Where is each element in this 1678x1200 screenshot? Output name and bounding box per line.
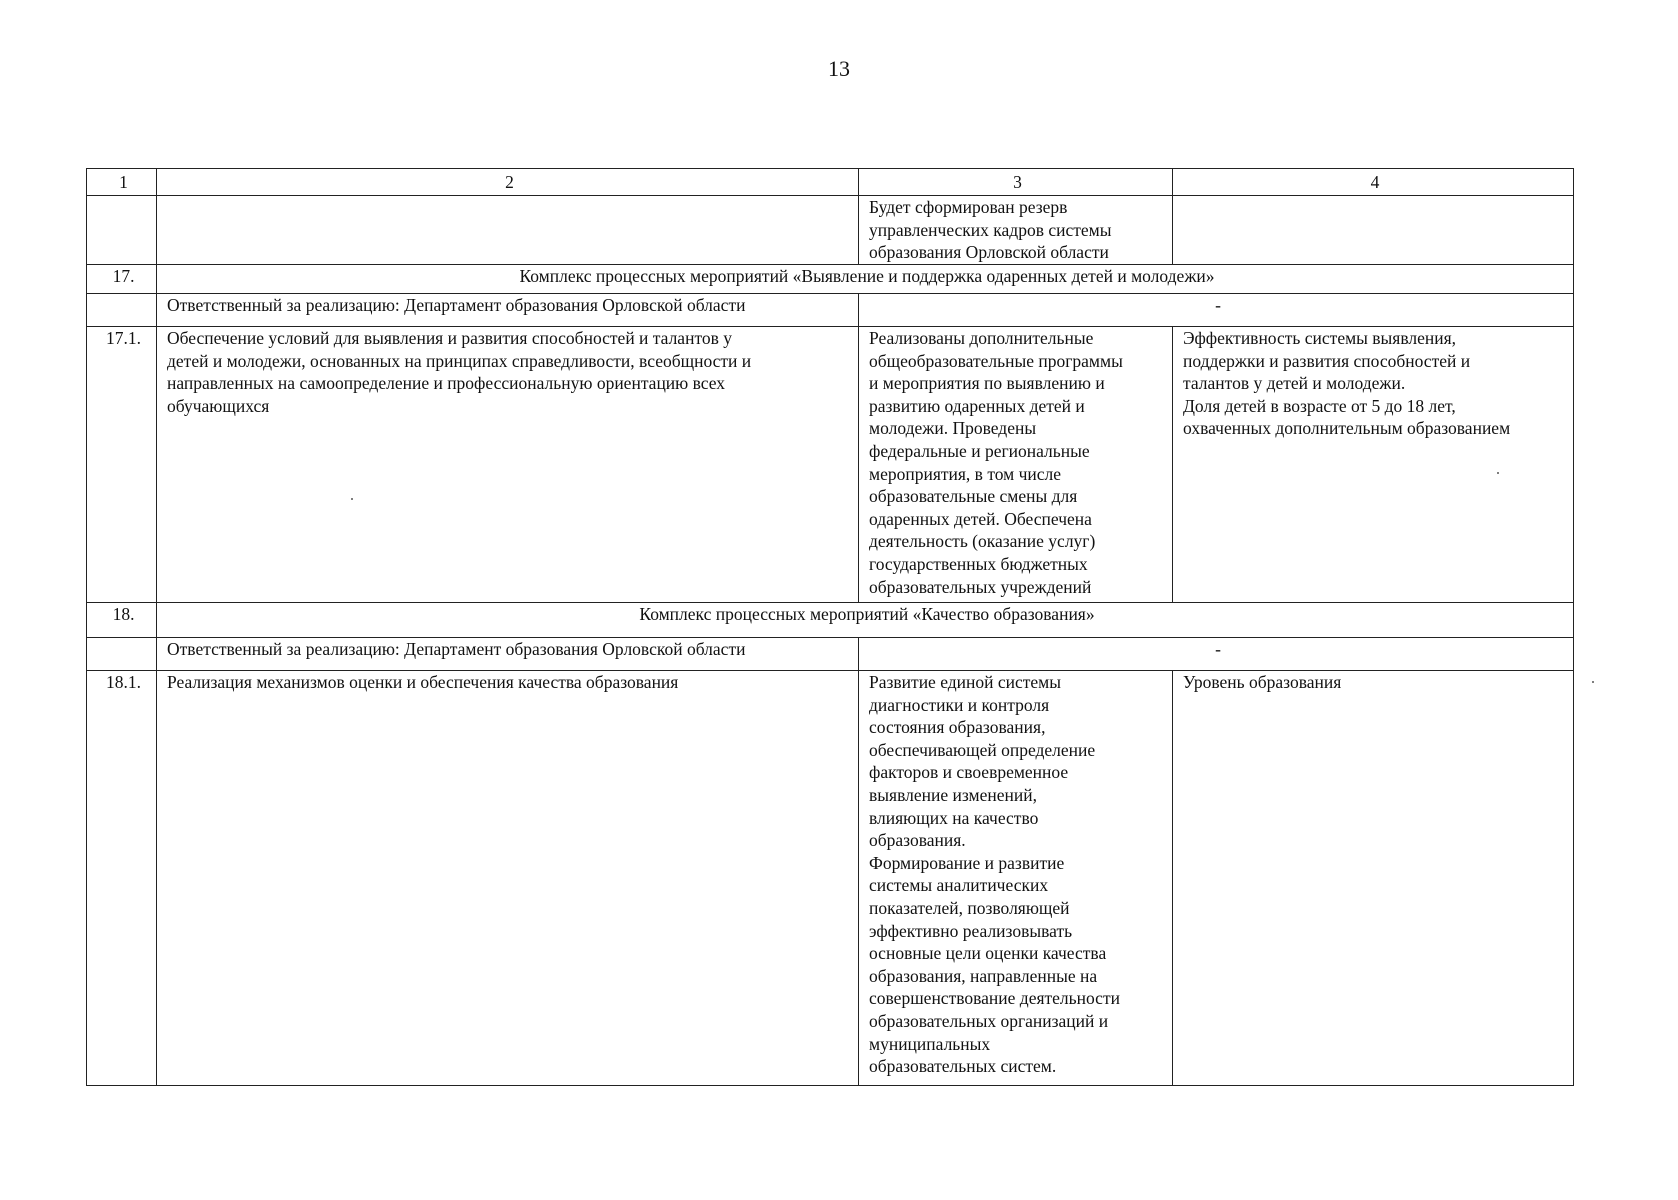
section-row-17 bbox=[87, 265, 1574, 294]
table-row-18-1 bbox=[87, 671, 1574, 1086]
result-cell: Развитие единой системы диагностики и контроля состояния образования, обеспечивающей определение факторов и своевременное выявление изменений, влияющих на качество образования. Формирование и развитие системы аналитических показателей, позволяющей эффективно реализовывать основные цели оценки качества образования, направленные на совершенствование деятельности образовательных организаций и муниципальных образовательных систем. bbox=[859, 671, 1173, 1086]
page-number: 13 bbox=[828, 56, 850, 81]
result-cell: Будет сформирован резерв управленческих кадров системы образования Орловской области bbox=[859, 196, 1173, 265]
responsible-row-17 bbox=[87, 294, 1574, 327]
section-title: Комплекс процессных мероприятий «Выявление и поддержка одаренных детей и молодежи» bbox=[157, 265, 1574, 294]
task-cell: Реализация механизмов оценки и обеспечения качества образования bbox=[157, 671, 859, 1086]
task-cell bbox=[157, 196, 859, 265]
section-title: Комплекс процессных мероприятий «Качество образования» bbox=[157, 603, 1574, 638]
section-number: 17. bbox=[87, 265, 157, 294]
row-number-cell bbox=[87, 196, 157, 265]
indicator-cell: Уровень образования bbox=[1173, 671, 1574, 1086]
indicator-cell bbox=[1173, 196, 1574, 265]
column-header-3: 3 bbox=[859, 169, 1173, 196]
section-number: 18. bbox=[87, 603, 157, 638]
section-row-18 bbox=[87, 603, 1574, 638]
responsible-text: Ответственный за реализацию: Департамент образования Орловской области bbox=[157, 638, 859, 671]
row-number-cell: 18.1. bbox=[87, 671, 157, 1086]
scan-speck bbox=[351, 498, 353, 500]
task-cell: Обеспечение условий для выявления и развития способностей и талантов у детей и молодежи, основанных на принципах справедливости, всеобщности и направленных на самоопределение и профессиональную ориентацию всех обучающихся bbox=[157, 327, 859, 603]
indicator-cell: Эффективность системы выявления, поддержки и развития способностей и талантов у детей и молодежи. Доля детей в возрасте от 5 до 18 лет, охваченных дополнительным образованием bbox=[1173, 327, 1574, 603]
responsible-text: Ответственный за реализацию: Департамент образования Орловской области bbox=[157, 294, 859, 327]
column-header-2: 2 bbox=[157, 169, 859, 196]
result-cell: Реализованы дополнительные общеобразовательные программы и мероприятия по выявлению и развитию одаренных детей и молодежи. Проведены федеральные и региональные мероприятия, в том числе образовательные смены для одаренных детей. Обеспечена деятельность (оказание услуг) государственных бюджетных образовательных учреждений bbox=[859, 327, 1173, 603]
table-row bbox=[87, 196, 1574, 265]
column-header-1: 1 bbox=[87, 169, 157, 196]
scan-speck bbox=[1592, 681, 1594, 683]
empty-cell bbox=[87, 294, 157, 327]
table-header-row bbox=[87, 169, 1574, 196]
responsible-value: - bbox=[859, 638, 1574, 671]
table-row-17-1 bbox=[87, 327, 1574, 603]
row-number-cell: 17.1. bbox=[87, 327, 157, 603]
responsible-value: - bbox=[859, 294, 1574, 327]
column-header-4: 4 bbox=[1173, 169, 1574, 196]
empty-cell bbox=[87, 638, 157, 671]
scan-speck bbox=[1497, 472, 1499, 474]
program-table bbox=[86, 168, 1574, 1086]
responsible-row-18 bbox=[87, 638, 1574, 671]
